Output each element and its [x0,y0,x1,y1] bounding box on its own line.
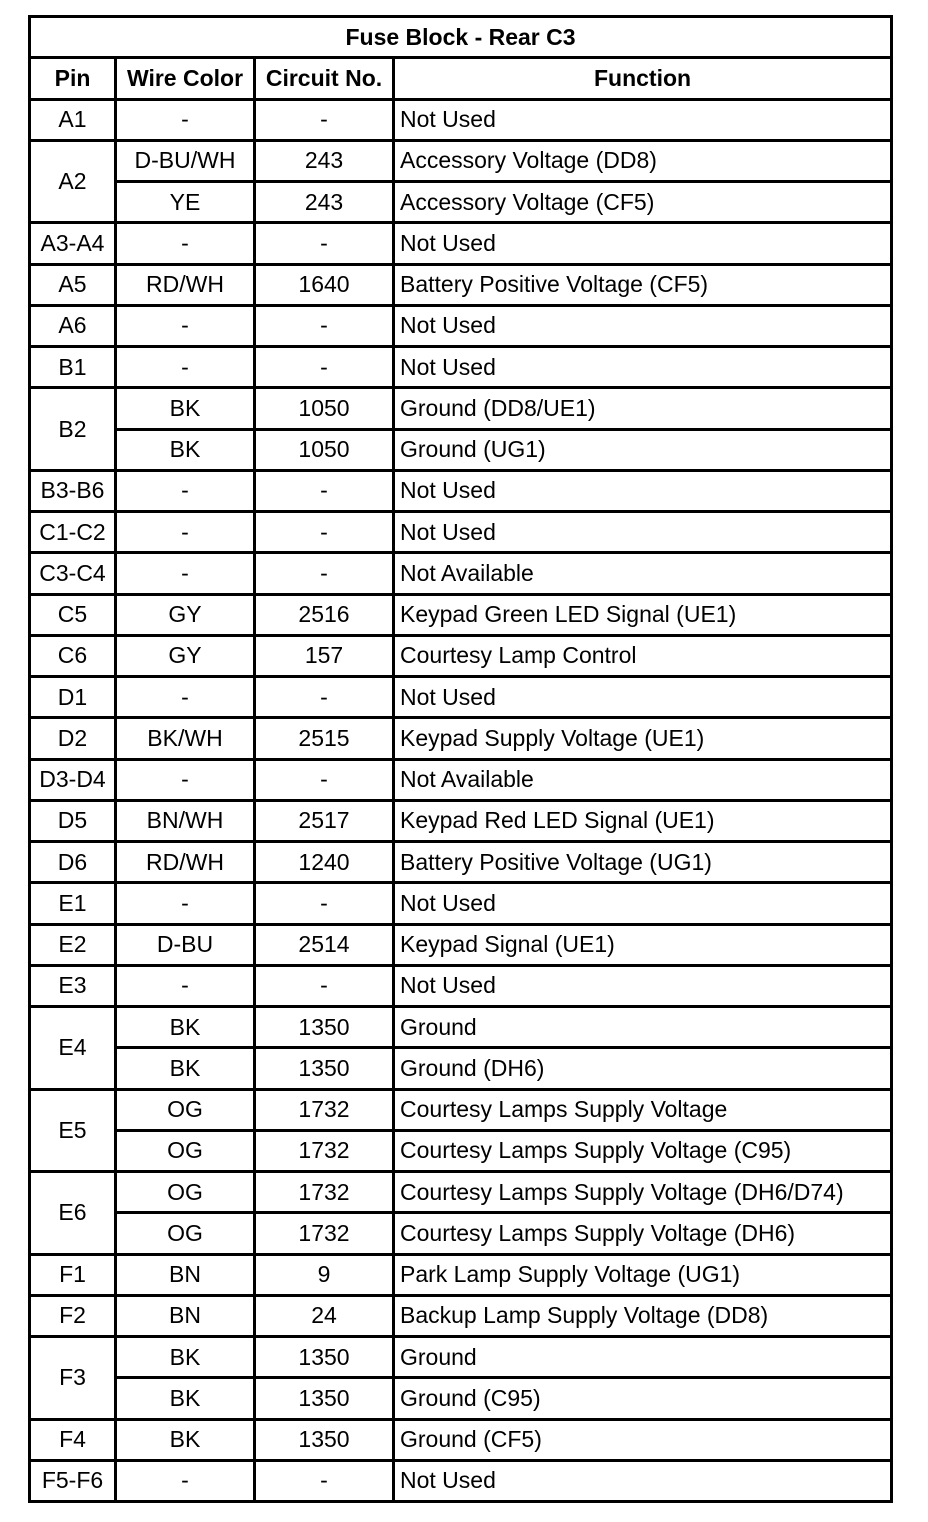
table-row [30,1172,892,1213]
pin-cell: A5 [30,264,116,305]
wire-color-cell: - [116,677,255,718]
table-row [30,635,892,676]
table-row [30,883,892,924]
circuit-no-cell: - [255,965,394,1006]
function-cell: Battery Positive Voltage (UG1) [394,842,892,883]
table-row [30,512,892,553]
pin-cell: F3 [30,1337,116,1420]
pin-cell: E6 [30,1172,116,1255]
header-function: Function [394,58,892,99]
table-row [30,553,892,594]
pin-cell: E2 [30,924,116,965]
function-cell: Backup Lamp Supply Voltage (DD8) [394,1295,892,1336]
wire-color-cell: BK [116,1048,255,1089]
pin-cell: B1 [30,347,116,388]
circuit-no-cell: 1350 [255,1048,394,1089]
pin-cell: E1 [30,883,116,924]
circuit-no-cell: - [255,347,394,388]
wire-color-cell: D-BU/WH [116,140,255,181]
pin-cell: C6 [30,635,116,676]
circuit-no-cell: 24 [255,1295,394,1336]
function-cell: Not Used [394,677,892,718]
table-title-row [30,17,892,58]
function-cell: Courtesy Lamps Supply Voltage (DH6) [394,1213,892,1254]
circuit-no-cell: 2515 [255,718,394,759]
function-cell: Ground [394,1007,892,1048]
table-row [30,388,892,429]
table-row [30,800,892,841]
table-row [30,182,892,223]
circuit-no-cell: - [255,512,394,553]
circuit-no-cell: - [255,677,394,718]
function-cell: Not Used [394,347,892,388]
table-row [30,718,892,759]
pin-cell: A6 [30,305,116,346]
circuit-no-cell: 2514 [255,924,394,965]
pin-cell: E3 [30,965,116,1006]
fuse-block-table [28,15,893,1503]
function-cell: Courtesy Lamps Supply Voltage (DH6/D74) [394,1172,892,1213]
table-row [30,842,892,883]
table-row [30,1378,892,1419]
pin-cell: F1 [30,1254,116,1295]
wire-color-cell: BK [116,1007,255,1048]
pin-cell: B2 [30,388,116,471]
function-cell: Keypad Signal (UE1) [394,924,892,965]
wire-color-cell: RD/WH [116,842,255,883]
pin-cell: A1 [30,99,116,140]
function-cell: Ground (CF5) [394,1419,892,1460]
circuit-no-cell: 1732 [255,1089,394,1130]
wire-color-cell: BK/WH [116,718,255,759]
table-row [30,470,892,511]
wire-color-cell: - [116,512,255,553]
wire-color-cell: BK [116,1419,255,1460]
table-row [30,264,892,305]
wire-color-cell: OG [116,1130,255,1171]
table-row [30,99,892,140]
pin-cell: D1 [30,677,116,718]
function-cell: Courtesy Lamps Supply Voltage (C95) [394,1130,892,1171]
wire-color-cell: RD/WH [116,264,255,305]
wire-color-cell: BN [116,1254,255,1295]
function-cell: Keypad Red LED Signal (UE1) [394,800,892,841]
function-cell: Not Used [394,883,892,924]
header-wire-color: Wire Color [116,58,255,99]
circuit-no-cell: 1350 [255,1007,394,1048]
table-row [30,594,892,635]
table-row [30,1130,892,1171]
function-cell: Not Used [394,512,892,553]
function-cell: Battery Positive Voltage (CF5) [394,264,892,305]
circuit-no-cell: - [255,99,394,140]
header-pin: Pin [30,58,116,99]
circuit-no-cell: - [255,1460,394,1501]
circuit-no-cell: 1732 [255,1172,394,1213]
table-row [30,1460,892,1501]
wire-color-cell: GY [116,594,255,635]
function-cell: Ground (DH6) [394,1048,892,1089]
wire-color-cell: - [116,759,255,800]
circuit-no-cell: 1350 [255,1337,394,1378]
circuit-no-cell: 2517 [255,800,394,841]
function-cell: Ground (DD8/UE1) [394,388,892,429]
function-cell: Not Used [394,99,892,140]
pin-cell: F5-F6 [30,1460,116,1501]
circuit-no-cell: 9 [255,1254,394,1295]
function-cell: Not Used [394,305,892,346]
table-header-row [30,58,892,99]
pin-cell: A3-A4 [30,223,116,264]
circuit-no-cell: - [255,759,394,800]
table-row [30,1007,892,1048]
function-cell: Keypad Supply Voltage (UE1) [394,718,892,759]
function-cell: Courtesy Lamp Control [394,635,892,676]
circuit-no-cell: - [255,305,394,346]
circuit-no-cell: 1050 [255,388,394,429]
wire-color-cell: - [116,965,255,1006]
pin-cell: D6 [30,842,116,883]
function-cell: Not Used [394,223,892,264]
pin-cell: C3-C4 [30,553,116,594]
pin-cell: D5 [30,800,116,841]
function-cell: Courtesy Lamps Supply Voltage [394,1089,892,1130]
circuit-no-cell: - [255,883,394,924]
wire-color-cell: OG [116,1172,255,1213]
circuit-no-cell: 2516 [255,594,394,635]
table-row [30,924,892,965]
table-row [30,1295,892,1336]
function-cell: Accessory Voltage (DD8) [394,140,892,181]
circuit-no-cell: 243 [255,140,394,181]
table-row [30,677,892,718]
circuit-no-cell: 243 [255,182,394,223]
wire-color-cell: - [116,883,255,924]
wire-color-cell: BK [116,1337,255,1378]
table-row [30,429,892,470]
circuit-no-cell: 1350 [255,1419,394,1460]
function-cell: Park Lamp Supply Voltage (UG1) [394,1254,892,1295]
circuit-no-cell: - [255,470,394,511]
function-cell: Ground [394,1337,892,1378]
table-row [30,347,892,388]
wire-color-cell: GY [116,635,255,676]
table-row [30,1213,892,1254]
pin-cell: C1-C2 [30,512,116,553]
circuit-no-cell: - [255,553,394,594]
pin-cell: F4 [30,1419,116,1460]
function-cell: Ground (UG1) [394,429,892,470]
wire-color-cell: YE [116,182,255,223]
pin-cell: E5 [30,1089,116,1172]
function-cell: Not Used [394,470,892,511]
pin-cell: D3-D4 [30,759,116,800]
function-cell: Keypad Green LED Signal (UE1) [394,594,892,635]
table-row [30,759,892,800]
table-row [30,305,892,346]
circuit-no-cell: 1732 [255,1213,394,1254]
wire-color-cell: BK [116,1378,255,1419]
wire-color-cell: - [116,470,255,511]
table-body [30,99,892,1502]
circuit-no-cell: 1240 [255,842,394,883]
function-cell: Not Available [394,553,892,594]
function-cell: Ground (C95) [394,1378,892,1419]
function-cell: Accessory Voltage (CF5) [394,182,892,223]
function-cell: Not Available [394,759,892,800]
circuit-no-cell: 1640 [255,264,394,305]
table-row [30,1254,892,1295]
circuit-no-cell: - [255,223,394,264]
wire-color-cell: - [116,347,255,388]
table-row [30,1048,892,1089]
wire-color-cell: BK [116,388,255,429]
wire-color-cell: - [116,305,255,346]
circuit-no-cell: 157 [255,635,394,676]
wire-color-cell: BN [116,1295,255,1336]
wire-color-cell: - [116,99,255,140]
circuit-no-cell: 1350 [255,1378,394,1419]
table-row [30,223,892,264]
pin-cell: E4 [30,1007,116,1090]
function-cell: Not Used [394,1460,892,1501]
pin-cell: A2 [30,140,116,223]
table-title: Fuse Block - Rear C3 [30,17,892,58]
wire-color-cell: - [116,1460,255,1501]
pin-cell: C5 [30,594,116,635]
wire-color-cell: OG [116,1089,255,1130]
header-circuit-no: Circuit No. [255,58,394,99]
table-row [30,1419,892,1460]
wire-color-cell: BK [116,429,255,470]
wire-color-cell: D-BU [116,924,255,965]
circuit-no-cell: 1050 [255,429,394,470]
pin-cell: B3-B6 [30,470,116,511]
table-row [30,140,892,181]
wire-color-cell: - [116,553,255,594]
pin-cell: F2 [30,1295,116,1336]
table-row [30,1337,892,1378]
table-row [30,1089,892,1130]
table-row [30,965,892,1006]
wire-color-cell: OG [116,1213,255,1254]
function-cell: Not Used [394,965,892,1006]
pin-cell: D2 [30,718,116,759]
circuit-no-cell: 1732 [255,1130,394,1171]
wire-color-cell: - [116,223,255,264]
wire-color-cell: BN/WH [116,800,255,841]
